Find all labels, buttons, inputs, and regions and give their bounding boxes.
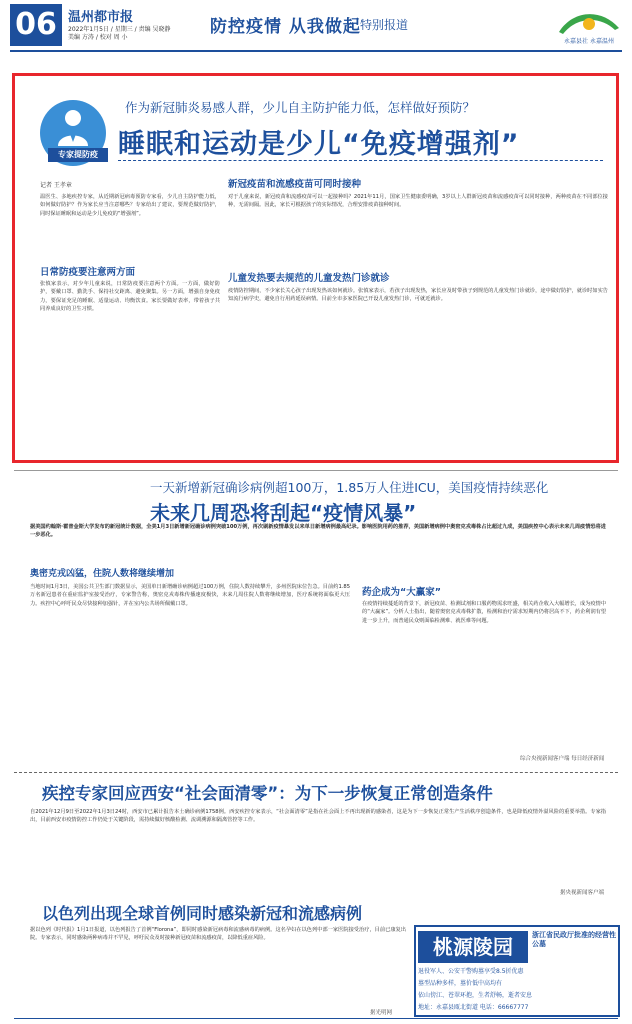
feature-byline: 记者 王孝章 xyxy=(40,182,72,189)
section-divider xyxy=(14,470,618,471)
feature-kicker: 作为新冠肺炎易感人群，少儿自主防护能力低，怎样做好预防？ xyxy=(125,100,476,115)
section-subtitle: 特别报道 xyxy=(360,18,409,32)
section-title: 新冠疫苗和流感疫苗可同时接种 xyxy=(228,179,362,190)
page-number: 06 xyxy=(10,4,62,46)
section-text: 张慎家表示，对少年儿童来说，日常防疫要注意两个方面。一方面，做好防护，要戴口罩、勤洗手、保持社交距离、避免聚集。另一方面，增强自身免疫力，要保证充足的睡眠、适量运动、均衡饮食。家长要做好表率，带着孩子共同养成良好的卫生习惯。 xyxy=(40,281,220,313)
story3-credit: 据央视新闻客户端 xyxy=(560,890,605,896)
section-text: 对于儿童来说，新冠疫苗和流感疫苗可以一起接种吗？2021年11月，国家卫生健康委明确，3岁以上人群新冠疫苗和流感疫苗可以同时接种，两种疫苗在不同部位接种，无需间隔。因此，家长可根据孩子的实际情况，合理安排疫苗接种时间。 xyxy=(228,194,608,209)
publisher-logo-icon xyxy=(555,6,623,46)
story2-section1-text: 当地时间1月3日，美国公共卫生部门数据显示，美国单日新增确诊病例超过100万例，住院人数持续攀升，多州医院床位告急。目前约1.85万名新冠患者在重症监护室接受治疗，专家警告称，奥密克戎毒株传播速度极快，未来几周住院人数将继续增加，医疗系统将面临更大压力。疾控中心呼吁民众尽快接种加强针，并在室内公共场所佩戴口罩。 xyxy=(30,584,350,607)
story2-section1-title: 奥密克戎凶猛，住院人数将继续增加 xyxy=(30,569,175,579)
section-slogan: 防控疫情 从我做起 xyxy=(210,17,361,37)
header-rule xyxy=(10,50,622,52)
story2-section2-text: 在疫情持续蔓延的背景下，新冠疫苗、检测试剂和口服药物需求旺盛，相关药企收入大幅增长，成为疫情中的“大赢家”。分析人士指出，随着奥密克戎毒株扩散，检测和治疗需求短期内仍将居高不下，药企利润有望进一步上升，而普通民众则面临检测难、就医难等问题。 xyxy=(362,601,606,624)
headline-rule xyxy=(118,160,603,161)
story2-headline: 未来几周恐将刮起“疫情风暴” xyxy=(150,501,417,525)
ad-line: 地址：永嘉县瓯北街道 电话：66667777 xyxy=(418,1004,529,1011)
issue-editors: 美编 方涛 / 校对 周 小 xyxy=(68,34,128,41)
logo-text: 永嘉县社 永嘉温州 xyxy=(564,38,614,45)
ad-line: 墓型品种多样，墓价低中高均有 xyxy=(418,980,503,987)
feature-headline: 睡眠和运动是少儿“免疫增强剂” xyxy=(118,129,520,160)
paper-name: 温州都市报 xyxy=(68,10,134,25)
story3-text: 自2021年12月9日至2022年1月3日24时，西安市已累计报告本土确诊病例1758例。西安疾控专家表示，“社会面清零”是指在社会面上不再出现新的感染者，这是为下一步恢复正常生产生活秩序创造条件，也是降低疫情外溢风险的重要举措。专家指出，目前西安市疫情防控工作仍处于关键阶段，需持续做好核酸检测、流调溯源和隔离管控等工作。 xyxy=(30,809,606,824)
ad-approval: 浙江省民政厅批准的经营性公墓 xyxy=(532,931,616,948)
story4-text: 据以色列《时代报》1月1日报道，以色列报告了首例“Florona”，即同时感染新冠病毒和流感病毒的病例。这名孕妇在以色列中部一家医院接受治疗，目前已康复出院。专家表示，同时感染两种病毒并不罕见，呼吁民众及时接种新冠疫苗和流感疫苗，以降低重症风险。 xyxy=(30,927,406,942)
section-title: 儿童发热要去规范的儿童发热门诊就诊 xyxy=(228,273,390,284)
section-title: 日常防疫要注意两方面 xyxy=(40,267,136,278)
story2-section2-title: 药企成为“大赢家” xyxy=(362,587,441,598)
story2-lead: 据美国约翰斯·霍普金斯大学发布的新冠统计数据，全美1月3日新增新冠确诊病例突破100万例，再次刷新疫情暴发以来单日新增病例最高纪录。影响医院用药的推荐，美国新增病例中奥密克戎毒株占比超过九成，美国疾控中心表示未来几周疫情恐将进一步恶化。 xyxy=(30,524,606,539)
story3-headline: 疾控专家回应西安“社会面清零”：为下一步恢复正常创造条件 xyxy=(42,784,493,803)
story2-kicker: 一天新增新冠确诊病例超100万，1.85万人住进ICU，美国疫情持续恶化 xyxy=(150,480,549,495)
issue-meta xyxy=(68,26,170,42)
story2-credit: 综合央视新闻客户端 每日经济新闻 xyxy=(520,756,605,762)
ad-line: 退役军人、公安干警购墓享受8.5折优惠 xyxy=(418,968,524,975)
footer-rule xyxy=(14,1018,618,1019)
ad-line: 依山傍江、苍翠环抱，生者舒畅，逝者安息 xyxy=(418,992,533,999)
ad-name: 桃源陵园 xyxy=(418,931,528,963)
section-divider xyxy=(14,772,618,773)
issue-date: 2022年1月5日 / 星期三 / 责编 吴晓静 xyxy=(68,26,171,33)
section-text: 疫情防控期间，不少家长关心孩子出现发热该如何就诊。张慎家表示，若孩子出现发热，家长应及时带孩子到规范的儿童发热门诊就诊，途中做好防护，就诊时如实告知流行病学史，避免自行用药延误病情。目前全市多家医院已开设儿童发热门诊，可就近就诊。 xyxy=(228,288,608,303)
doctor-icon xyxy=(56,108,90,146)
column-badge: 专家提防疫 xyxy=(48,148,108,162)
story4-headline: 以色列出现全球首例同时感染新冠和流感病例 xyxy=(42,904,363,923)
story4-credit: 据光明网 xyxy=(370,1010,393,1016)
cemetery-advertisement xyxy=(414,925,620,1017)
feature-intro: 温医生、多地疾控专家，从近期新冠病毒预防专家看，少儿自主防护能力低，如何做好防护？作为家长应当注意哪些？专家给出了建议，要规范做好防护，同时保证睡眠和运动是少儿免疫的“增强剂”。 xyxy=(40,194,220,217)
